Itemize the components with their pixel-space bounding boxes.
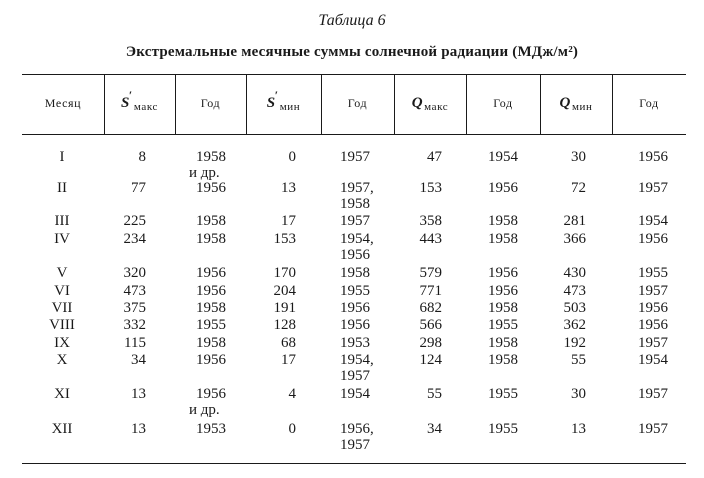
header-month-label: Месяц [44, 95, 82, 110]
s-max-year-cell: 1956 [196, 352, 226, 368]
s-min-year-cell: 1957 [340, 213, 370, 229]
q-min-year-cell: 1956 [638, 317, 668, 333]
q-min-cell: 281 [563, 213, 586, 229]
q-min-cell: 30 [571, 386, 586, 402]
q-min-year-cell: 1954 [638, 352, 668, 368]
q-min-cell: 473 [563, 283, 586, 299]
header-q-max [394, 90, 466, 116]
s-min-year-cell: 1955 [340, 283, 370, 299]
s-min-cell: 0 [288, 421, 296, 437]
s-min-year-cell: 1956 [340, 300, 370, 316]
table-bottom-rule [22, 463, 686, 464]
q-min-cell: 192 [563, 335, 586, 351]
q-min-year-cell: 1957 [638, 386, 668, 402]
s-min-year-cell: 1956 [340, 317, 370, 333]
s-max-cell: 8 [138, 149, 146, 165]
s-max-cell: 77 [131, 180, 146, 196]
s-min-year-cell: 1954, [340, 231, 374, 247]
s-max-year-cell: 1953 [196, 421, 226, 437]
s-min-cell: 128 [273, 317, 296, 333]
q-min-cell: 72 [571, 180, 586, 196]
q-min-year-cell: 1957 [638, 421, 668, 437]
s-min-cell: 17 [281, 213, 296, 229]
s-min-year-cell: 1954 [340, 386, 370, 402]
s-max-year-cell: 1958 [196, 335, 226, 351]
q-max-year-cell: 1958 [488, 231, 518, 247]
s-min-cell: 191 [273, 300, 296, 316]
month-cell: V [56, 265, 68, 281]
q-max-year-cell: 1956 [488, 180, 518, 196]
month-cell: I [59, 149, 65, 165]
s-max-year-cell: 1958 [196, 149, 226, 165]
header-q-max-subscript: макс [424, 101, 449, 113]
header-q-min-symbol: Q [559, 94, 571, 111]
q-max-year-cell: 1955 [488, 317, 518, 333]
q-min-year-cell: 1957 [638, 180, 668, 196]
s-min-cell: 0 [288, 149, 296, 165]
q-max-year-cell: 1956 [488, 265, 518, 281]
s-min-year-cont-cell: 1957 [340, 368, 370, 384]
month-cell: III [54, 213, 70, 229]
s-max-cell: 225 [123, 213, 146, 229]
s-max-cell: 13 [131, 421, 146, 437]
header-q-min-subscript: мин [571, 101, 593, 113]
q-max-cell: 771 [419, 283, 442, 299]
s-min-cell: 153 [273, 231, 296, 247]
header-q-min [540, 90, 612, 116]
s-max-year-cell: 1956 [196, 180, 226, 196]
header-year-3 [466, 90, 540, 116]
header-s-min [246, 90, 321, 116]
q-max-cell: 47 [427, 149, 442, 165]
table-title: Экстремальные месячные суммы солнечной радиации (МДж/м²) [125, 44, 579, 60]
q-min-year-cell: 1955 [638, 265, 668, 281]
q-max-cell: 682 [419, 300, 442, 316]
q-max-year-cell: 1958 [488, 335, 518, 351]
header-s-max [104, 90, 175, 116]
q-max-cell: 298 [419, 335, 442, 351]
s-min-cell: 13 [281, 180, 296, 196]
s-min-year-cell: 1958 [340, 265, 370, 281]
table-header-rule [22, 134, 686, 135]
q-min-cell: 55 [571, 352, 586, 368]
header-year-label: Год [347, 95, 368, 110]
s-max-year-cell: 1956 [196, 283, 226, 299]
month-cell: VII [51, 300, 73, 316]
q-min-cell: 30 [571, 149, 586, 165]
s-max-year-cell: 1958 [196, 213, 226, 229]
s-max-year-cell: 1958 [196, 300, 226, 316]
month-cell: IV [54, 231, 70, 247]
month-cell: XI [54, 386, 70, 402]
q-max-year-cell: 1956 [488, 283, 518, 299]
s-min-cell: 204 [273, 283, 296, 299]
month-cell: IX [54, 335, 70, 351]
s-min-cell: 170 [273, 265, 296, 281]
s-max-cell: 473 [123, 283, 146, 299]
s-max-year-note-cell: и др. [189, 402, 220, 418]
q-max-year-cell: 1955 [488, 386, 518, 402]
s-min-year-cell: 1957, [340, 180, 374, 196]
month-cell: X [56, 352, 68, 368]
s-max-cell: 115 [124, 335, 146, 351]
q-max-cell: 153 [419, 180, 442, 196]
s-max-cell: 375 [123, 300, 146, 316]
s-max-year-note-cell: и др. [189, 165, 220, 181]
s-min-cell: 68 [281, 335, 296, 351]
q-min-year-cell: 1957 [638, 283, 668, 299]
q-max-year-cell: 1958 [488, 213, 518, 229]
header-year-4 [612, 90, 686, 116]
s-min-year-cell: 1953 [340, 335, 370, 351]
s-max-year-cell: 1956 [196, 265, 226, 281]
header-year-label: Год [639, 95, 659, 110]
q-min-year-cell: 1956 [638, 300, 668, 316]
s-max-cell: 13 [131, 386, 146, 402]
s-min-year-cell: 1957 [340, 149, 370, 165]
s-max-year-cell: 1958 [196, 231, 226, 247]
q-min-year-cell: 1956 [638, 231, 668, 247]
q-min-cell: 13 [571, 421, 586, 437]
s-max-cell: 34 [131, 352, 146, 368]
month-cell: VI [54, 283, 70, 299]
header-s-max-symbol: S ′ [121, 95, 133, 112]
header-year-label: Год [200, 95, 221, 110]
s-min-cell: 4 [288, 386, 296, 402]
s-min-cell: 17 [281, 352, 296, 368]
q-max-cell: 579 [419, 265, 442, 281]
q-max-year-cell: 1955 [488, 421, 518, 437]
q-max-cell: 443 [419, 231, 442, 247]
q-max-year-cell: 1958 [488, 300, 518, 316]
q-max-cell: 34 [427, 421, 442, 437]
s-min-year-cont-cell: 1956 [340, 247, 370, 263]
q-max-cell: 358 [419, 213, 442, 229]
header-month [22, 90, 104, 116]
header-year-label: Год [493, 95, 513, 110]
s-min-year-cell: 1956, [340, 421, 374, 437]
s-max-year-cell: 1955 [196, 317, 226, 333]
header-q-max-symbol: Q [411, 94, 424, 111]
q-max-cell: 124 [419, 352, 442, 368]
s-min-year-cell: 1954, [340, 352, 374, 368]
q-max-year-cell: 1954 [488, 149, 518, 165]
header-year-1 [175, 90, 246, 116]
q-min-cell: 503 [563, 300, 586, 316]
s-min-year-cont-cell: 1958 [340, 196, 370, 212]
q-max-cell: 566 [419, 317, 442, 333]
q-min-cell: 362 [563, 317, 586, 333]
q-max-year-cell: 1958 [488, 352, 518, 368]
table-top-rule [22, 74, 686, 75]
s-max-year-cell: 1956 [196, 386, 226, 402]
s-max-cell: 332 [123, 317, 146, 333]
header-s-max-subscript: макс [133, 101, 159, 113]
q-min-cell: 366 [563, 231, 586, 247]
q-min-year-cell: 1956 [638, 149, 668, 165]
header-s-min-subscript: мин [279, 101, 301, 113]
s-min-year-cont-cell: 1957 [340, 437, 370, 453]
q-min-year-cell: 1954 [638, 213, 668, 229]
q-max-cell: 55 [427, 386, 442, 402]
month-cell: VIII [49, 317, 75, 333]
month-cell: II [57, 180, 67, 196]
q-min-cell: 430 [563, 265, 586, 281]
month-cell: XII [51, 421, 73, 437]
header-year-2 [321, 90, 394, 116]
s-max-cell: 320 [123, 265, 146, 281]
header-s-min-symbol: S ′ [267, 95, 279, 112]
s-max-cell: 234 [123, 231, 146, 247]
q-min-year-cell: 1957 [638, 335, 668, 351]
table-caption: Таблица 6 [318, 12, 386, 29]
